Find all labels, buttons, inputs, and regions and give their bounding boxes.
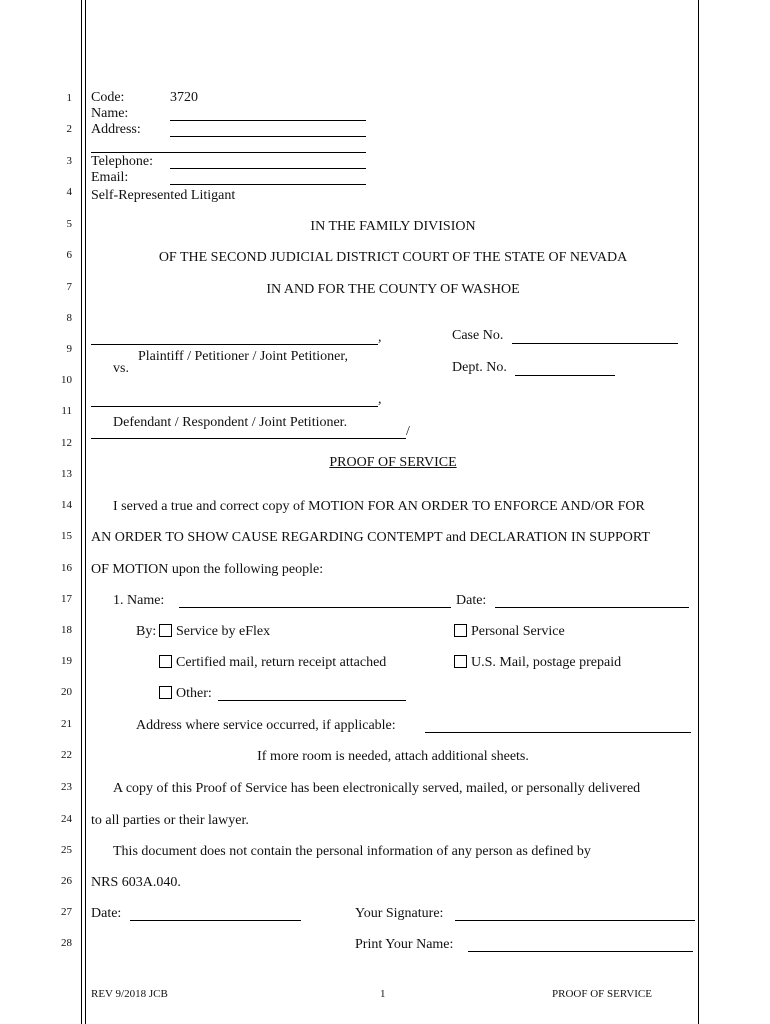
line-number: 11 [61,405,72,417]
line-number: 4 [66,186,72,198]
by-label: By: [136,624,157,639]
vs-label: vs. [113,361,129,376]
left-margin-line-2 [85,0,86,1024]
line-number: 16 [61,562,72,574]
body-p1-line1: I served a true and correct copy of MOTION FOR AN ORDER TO ENFORCE AND/OR FOR [113,499,645,514]
us-mail-checkbox[interactable] [454,655,467,668]
case-no-field[interactable] [512,343,678,344]
defendant-field[interactable] [91,406,378,407]
us-mail-label: U.S. Mail, postage prepaid [471,655,622,670]
personal-service-checkbox[interactable] [454,624,467,637]
footer-revision: REV 9/2018 JCB [91,988,168,1000]
email-label: Email: [91,170,129,185]
line-number: 25 [61,844,72,856]
email-field[interactable] [170,184,366,185]
signature-date-field[interactable] [130,920,301,921]
line-number: 20 [61,686,72,698]
served-name-field[interactable] [179,607,451,608]
eflex-label: Service by eFlex [176,624,271,639]
eflex-checkbox[interactable] [159,624,172,637]
line-number: 27 [61,906,72,918]
body-p1-line3: OF MOTION upon the following people: [91,562,324,577]
signature-field[interactable] [455,920,695,921]
other-label: Other: [176,686,212,701]
plaintiff-field[interactable] [91,344,378,345]
more-room-note: If more room is needed, attach additional sheets. [257,749,529,764]
served-name-label: 1. Name: [113,593,165,608]
line-number: 7 [66,281,72,293]
dept-no-label: Dept. No. [452,360,507,375]
right-margin-line [698,0,699,1024]
plaintiff-comma: , [378,330,382,345]
footer-document-name: PROOF OF SERVICE [552,988,652,1000]
served-date-label: Date: [456,593,487,608]
personal-service-label: Personal Service [471,624,565,639]
option-other[interactable] [159,686,212,702]
line-number: 9 [66,343,72,355]
body-p1-line2: AN ORDER TO SHOW CAUSE REGARDING CONTEMPT and DECLARATION IN SUPPORT [91,530,650,545]
line-number: 12 [61,437,72,449]
line-number: 19 [61,655,72,667]
print-name-field[interactable] [468,951,693,952]
print-name-label: Print Your Name: [355,937,454,952]
address-label: Address: [91,122,141,137]
body-p2-line2: to all parties or their lawyer. [91,813,249,828]
line-number: 15 [61,530,72,542]
line-number: 5 [66,218,72,230]
line-number: 17 [61,593,72,605]
body-p3-line1: This document does not contain the personal information of any person as defined by [113,844,591,859]
line-number: 3 [66,155,72,167]
telephone-label: Telephone: [91,154,153,169]
line-number: 14 [61,499,72,511]
line-number: 28 [61,937,72,949]
defendant-label: Defendant / Respondent / Joint Petitioner. [113,415,348,430]
option-usmail[interactable] [454,655,621,671]
footer-page-number: 1 [380,988,386,1000]
line-number: 23 [61,781,72,793]
line-number: 26 [61,875,72,887]
option-eflex[interactable] [159,624,270,640]
other-checkbox[interactable] [159,686,172,699]
court-county: IN AND FOR THE COUNTY OF WASHOE [266,282,520,297]
caption-bottom-line [91,438,406,439]
left-margin-line-1 [81,0,82,1024]
address-served-label: Address where service occurred, if applicable: [136,718,396,733]
line-number: 21 [61,718,72,730]
line-number: 1 [66,92,72,104]
litigant-label: Self-Represented Litigant [91,188,236,203]
code-value: 3720 [170,90,198,105]
address-field-line-2[interactable] [91,152,366,153]
line-number: 2 [66,123,72,135]
signature-date-label: Date: [91,906,122,921]
name-field[interactable] [170,120,366,121]
certified-mail-checkbox[interactable] [159,655,172,668]
code-label: Code: [91,90,125,105]
line-number: 24 [61,813,72,825]
option-certified[interactable] [159,655,386,671]
line-number: 10 [61,374,72,386]
body-p3-line2: NRS 603A.040. [91,875,181,890]
case-no-label: Case No. [452,328,504,343]
plaintiff-label: Plaintiff / Petitioner / Joint Petitioner, [138,349,348,364]
court-division: IN THE FAMILY DIVISION [310,219,476,234]
telephone-field[interactable] [170,168,366,169]
name-label: Name: [91,106,129,121]
line-number: 22 [61,749,72,761]
option-personal[interactable] [454,624,565,640]
dept-no-field[interactable] [515,375,615,376]
document-title: PROOF OF SERVICE [329,455,457,470]
address-served-field[interactable] [425,732,691,733]
served-date-field[interactable] [495,607,689,608]
signature-label: Your Signature: [355,906,444,921]
line-number: 8 [66,312,72,324]
defendant-comma: , [378,392,382,407]
caption-slash: / [406,424,410,439]
line-number: 13 [61,468,72,480]
court-name: OF THE SECOND JUDICIAL DISTRICT COURT OF THE STATE OF NEVADA [158,250,628,265]
other-field[interactable] [218,700,406,701]
certified-mail-label: Certified mail, return receipt attached [176,655,387,670]
line-number: 18 [61,624,72,636]
line-number: 6 [66,249,72,261]
address-field[interactable] [170,136,366,137]
body-p2-line1: A copy of this Proof of Service has been electronically served, mailed, or personally delivered [113,781,641,796]
